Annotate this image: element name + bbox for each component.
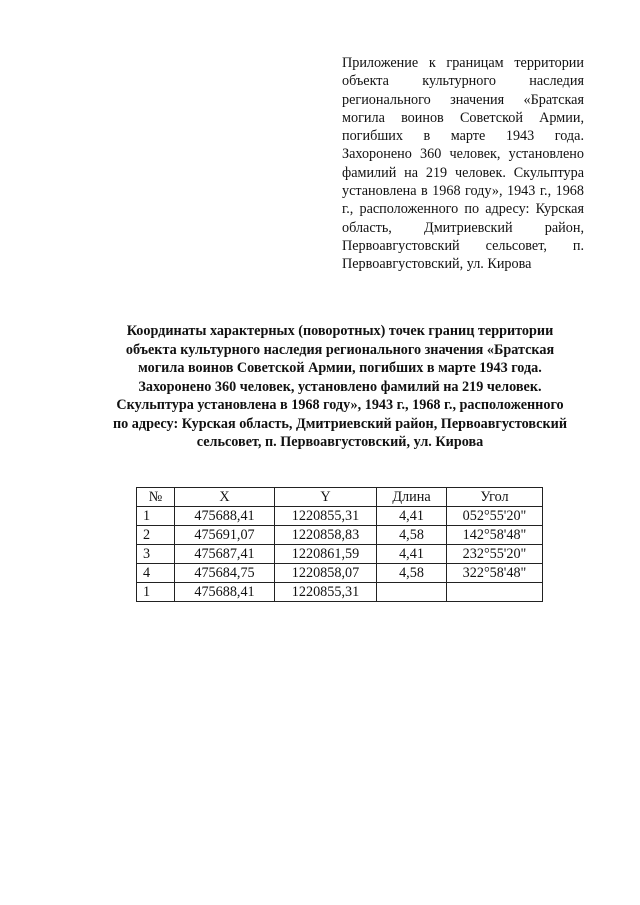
cell-number: 4 xyxy=(137,564,175,583)
cell-angle: 322°58'48" xyxy=(447,564,543,583)
cell-number: 1 xyxy=(137,583,175,602)
table-row xyxy=(137,507,543,526)
cell-x: 475688,41 xyxy=(175,583,275,602)
table-row xyxy=(137,583,543,602)
cell-x: 475691,07 xyxy=(175,526,275,545)
cell-y: 1220858,83 xyxy=(275,526,377,545)
table-header-row xyxy=(137,488,543,507)
coordinates-table xyxy=(136,487,543,602)
table-row xyxy=(137,564,543,583)
header-x: X xyxy=(175,488,275,507)
cell-x: 475688,41 xyxy=(175,507,275,526)
cell-number: 2 xyxy=(137,526,175,545)
cell-angle xyxy=(447,583,543,602)
header-y: Y xyxy=(275,488,377,507)
cell-y: 1220855,31 xyxy=(275,583,377,602)
cell-angle: 142°58'48" xyxy=(447,526,543,545)
cell-length: 4,58 xyxy=(377,564,447,583)
table-row xyxy=(137,526,543,545)
cell-y: 1220858,07 xyxy=(275,564,377,583)
header-length: Длина xyxy=(377,488,447,507)
cell-length: 4,41 xyxy=(377,507,447,526)
table-row xyxy=(137,545,543,564)
cell-length: 4,58 xyxy=(377,526,447,545)
cell-y: 1220855,31 xyxy=(275,507,377,526)
cell-number: 3 xyxy=(137,545,175,564)
document-heading: Координаты характерных (поворотных) точек границ территории объекта культурного наследия регионального значения «Братская могила воинов Советской Армии, погибших в марте 1943 года. Захоронено 360 человек, установлено фамилий на 219 человек. Скульптура установлена в 1968 году», 1943 г., 1968 г., расположенного по адресу: Курская область, Дмитриевский район, Первоавгустовский сельсовет, п. Первоавгустовский, ул. Кирова xyxy=(112,323,567,450)
cell-number: 1 xyxy=(137,507,175,526)
header-number: № xyxy=(137,488,175,507)
cell-angle: 052°55'20" xyxy=(447,507,543,526)
cell-x: 475687,41 xyxy=(175,545,275,564)
cell-x: 475684,75 xyxy=(175,564,275,583)
cell-y: 1220861,59 xyxy=(275,545,377,564)
appendix-note: Приложение к границам территории объекта культурного наследия регионального значения «Братская могила воинов Советской Армии, погибших в марте 1943 года. Захоронено 360 человек, установлено фамилий на 219 человек. Скульптура установлена в 1968 году», 1943 г., 1968 г., расположенного по адресу: Курская область, Дмитриевский район, Первоавгустовский сельсовет, п. Первоавгустовский, ул. Кирова xyxy=(342,55,584,273)
cell-length: 4,41 xyxy=(377,545,447,564)
cell-angle: 232°55'20" xyxy=(447,545,543,564)
cell-length xyxy=(377,583,447,602)
header-angle: Угол xyxy=(447,488,543,507)
